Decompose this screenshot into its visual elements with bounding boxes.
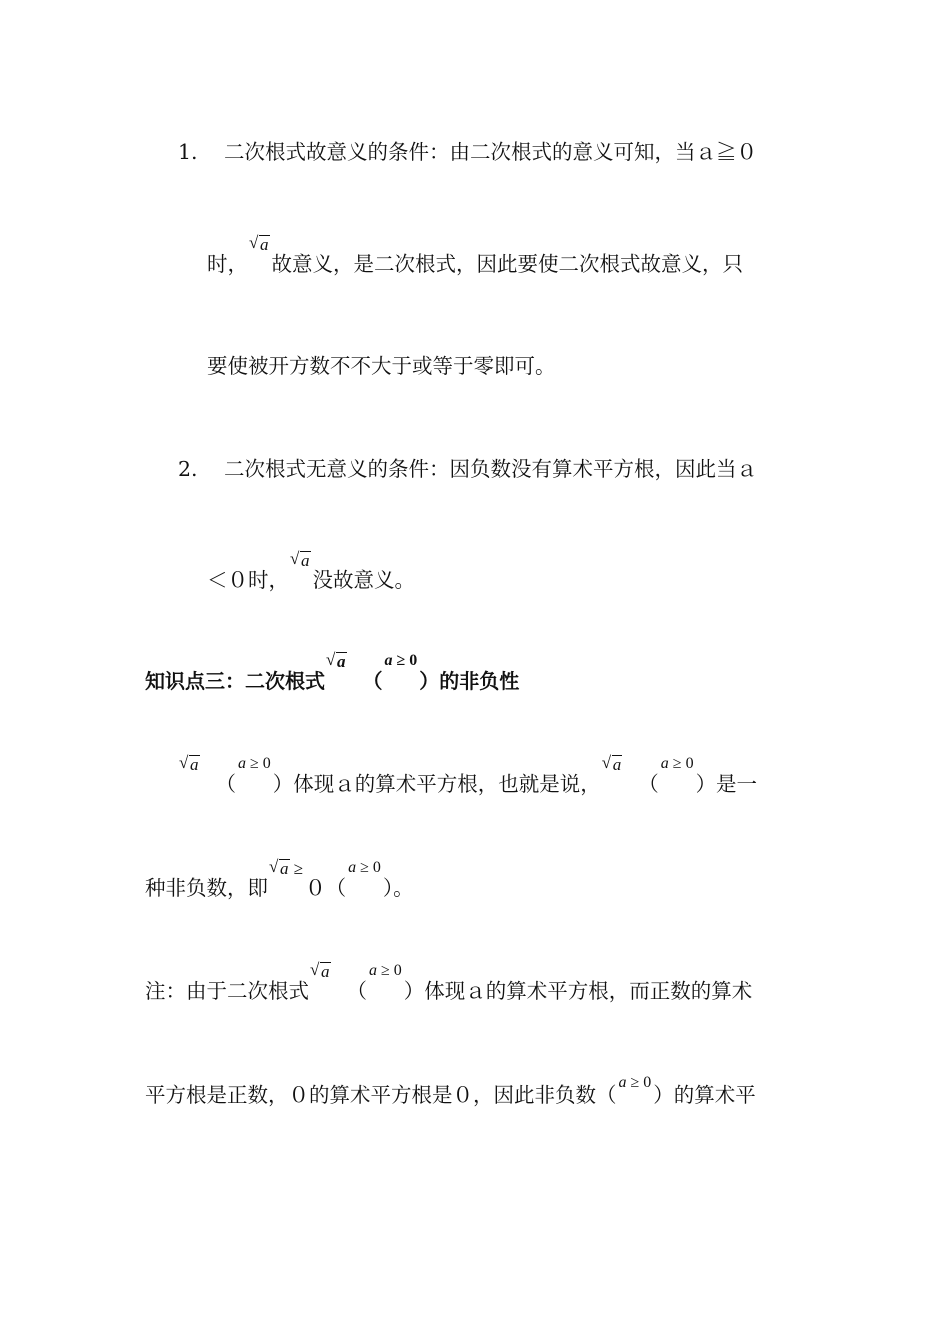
sqrt-a-formula: √ a — [309, 962, 333, 980]
condition-formula: a ≥ 0 — [660, 755, 694, 772]
item-1-text: 二次根式故意义的条件：由二次根式的意义可知，当ａ≧０ — [224, 140, 757, 164]
item-1-text-post: 故意义，是二次根式，因此要使二次根式故意义，只 — [271, 252, 743, 276]
paragraph-3-line-1: √ a（a ≥ 0）体现ａ的算术平方根，也就是说，√ a（a ≥ 0）是一 — [178, 769, 757, 799]
item-1-text-end: 要使被开方数不不大于或等于零即可。 — [207, 354, 556, 378]
condition-formula: a ≥ 0 — [348, 859, 381, 876]
item-1-number: 1. — [178, 140, 198, 164]
condition-formula: a ≥ 0 — [238, 755, 271, 772]
sqrt-a-formula: √ a — [248, 235, 272, 253]
paragraph-4-line-2: 平方根是正数，０的算术平方根是０，因此非负数（a ≥ 0）的算术平 — [145, 1074, 756, 1107]
sqrt-a-formula: √ a — [289, 551, 313, 569]
paragraph-4-line-1: 注：由于二次根式√ a（a ≥ 0）体现ａ的算术平方根，而正数的算术 — [145, 976, 752, 1006]
item-1-line-3 — [207, 351, 556, 381]
paragraph-3-line-2: 种非负数，即√ a ≥０（a ≥ 0）。 — [145, 873, 414, 903]
sqrt-a-formula: √ a — [601, 755, 625, 773]
condition-formula: a ≥ 0 — [384, 652, 418, 669]
item-1-text-pre: 时， — [207, 252, 248, 276]
item-1-line-2 — [207, 235, 743, 279]
sqrt-a-ge-formula: √ a ≥ — [268, 859, 305, 877]
item-2-text-post: 没故意义。 — [312, 568, 415, 592]
item-2-line-2 — [207, 551, 415, 595]
item-2-line-1 — [178, 454, 757, 484]
item-2-number: 2. — [178, 457, 198, 481]
sqrt-a-formula: √ a — [325, 652, 349, 670]
item-2-text-pre: ＜０时， — [207, 568, 289, 592]
condition-formula: a ≥ 0 — [369, 962, 402, 979]
sqrt-a-formula: √ a — [178, 755, 202, 773]
item-1-line-1 — [178, 137, 757, 167]
item-2-text: 二次根式无意义的条件：因负数没有算术平方根，因此当ａ — [224, 457, 757, 481]
section-heading: 知识点三：二次根式√ a（a ≥ 0）的非负性 — [145, 666, 519, 696]
condition-formula: a ≥ 0 — [618, 1074, 652, 1091]
